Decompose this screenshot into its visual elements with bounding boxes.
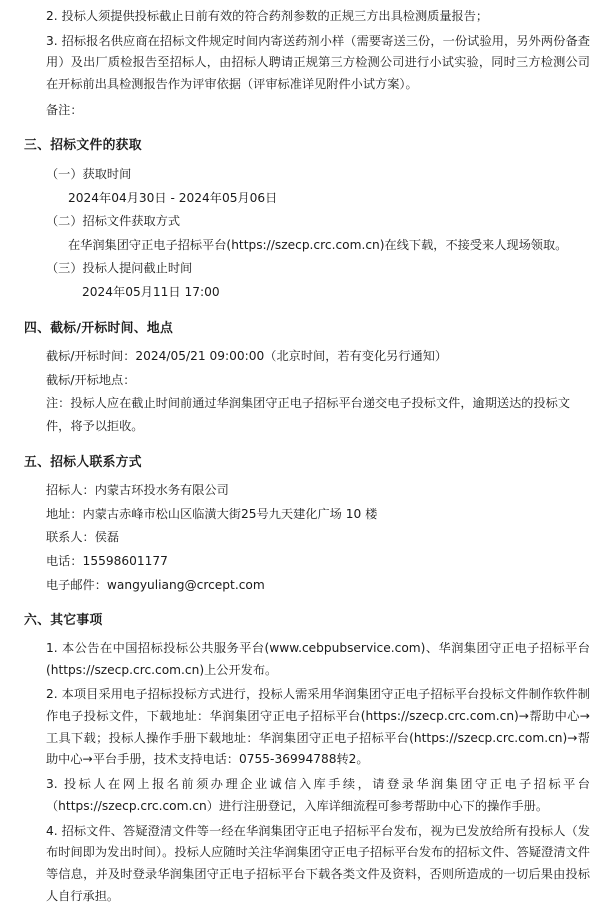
section-4-item-3: 注：投标人应在截止时间前通过华润集团守正电子招标平台递交电子投标文件，逾期送达的投标文件，将予以拒收。 bbox=[46, 396, 571, 433]
section-3-item-4: 在华润集团守正电子招标平台(https://szecp.crc.com.cn)在线下载，不接受来人现场领取。 bbox=[68, 237, 568, 252]
section-3-item-2: 2024年04月30日 - 2024年05月06日 bbox=[68, 190, 278, 205]
section-3-item-3: （二）招标文件获取方式 bbox=[46, 214, 181, 229]
section-3-item-1: （一）获取时间 bbox=[46, 167, 132, 182]
section-5-item-1: 招标人：内蒙古环投水务有限公司 bbox=[46, 483, 229, 498]
section-6-item-2: 2. 本项目采用电子招标投标方式进行，投标人需采用华润集团守正电子招标平台投标文件制作软件制作电子投标文件，下载地址：华润集团守正电子招标平台(https://szecp.crc.com.cn)→帮助中心→工具下载；投标人操作手册下载地址：华润集团守正电子招标平台(https://szecp.crc.com.cn)→帮助中心→平台手册，技术支持电话：0755-36994788转2。 bbox=[46, 687, 590, 767]
section-heading-5: 五、招标人联系方式 bbox=[24, 454, 142, 470]
clause-item: 2. 投标人须提供投标截止日前有效的符合药剂参数的正规三方出具检测质量报告； bbox=[46, 9, 489, 23]
section-5-item-3: 联系人：侯磊 bbox=[46, 530, 120, 545]
section-heading-3: 三、招标文件的获取 bbox=[24, 138, 142, 154]
section-6-item-1: 1. 本公告在中国招标投标公共服务平台(www.cebpubservice.com)、华润集团守正电子招标平台(https://szecp.crc.com.cn)上公开发布。 bbox=[46, 640, 590, 677]
section-6-item-4: 4. 招标文件、答疑澄清文件等一经在华润集团守正电子招标平台发布，视为已发放给所有投标人（发布时间即为发出时间）。投标人应随时关注华润集团守正电子招标平台发布的招标文件、答疑澄清文件等信息，并及时登录华润集团守正电子招标平台下载各类文件及资料，否则所造成的一切后果由投标人自行承担。 bbox=[46, 823, 590, 903]
section-5-item-5: 电子邮件：wangyuliang@crcept.com bbox=[46, 577, 265, 592]
section-3-item-5: （三）投标人提问截止时间 bbox=[46, 261, 193, 276]
section-heading-6: 六、其它事项 bbox=[24, 613, 103, 629]
section-heading-4: 四、截标/开标时间、地点 bbox=[24, 320, 174, 336]
section-3-item-6: 2024年05月11日 17:00 bbox=[82, 285, 220, 299]
section-6-item-3: 3. 投标人在网上报名前须办理企业诚信入库手续，请登录华润集团守正电子招标平台（https://szecp.crc.com.cn）进行注册登记，入库详细流程可参考帮助中心下的操作手册。 bbox=[46, 777, 590, 813]
note-label: 备注： bbox=[46, 102, 83, 117]
section-5-item-2: 地址：内蒙古赤峰市松山区临潢大街25号九天建化广场 10 楼 bbox=[46, 506, 378, 521]
section-4-item-1: 截标/开标时间：2024/05/21 09:00:00（北京时间，若有变化另行通知） bbox=[46, 349, 448, 364]
clause-item: 3. 招标报名供应商在招标文件规定时间内寄送药剂小样（需要寄送三份，一份试验用，另外两份备查用）及出厂质检报告至招标人，由招标人聘请正规第三方检测公司进行小试实验，同时三方检测公司在开标前出具检测报告作为评审依据（评审标准详见附件小试方案）。 bbox=[46, 33, 590, 92]
section-5-item-4: 电话：15598601177 bbox=[46, 554, 168, 568]
section-4-item-2: 截标/开标地点： bbox=[46, 372, 136, 387]
